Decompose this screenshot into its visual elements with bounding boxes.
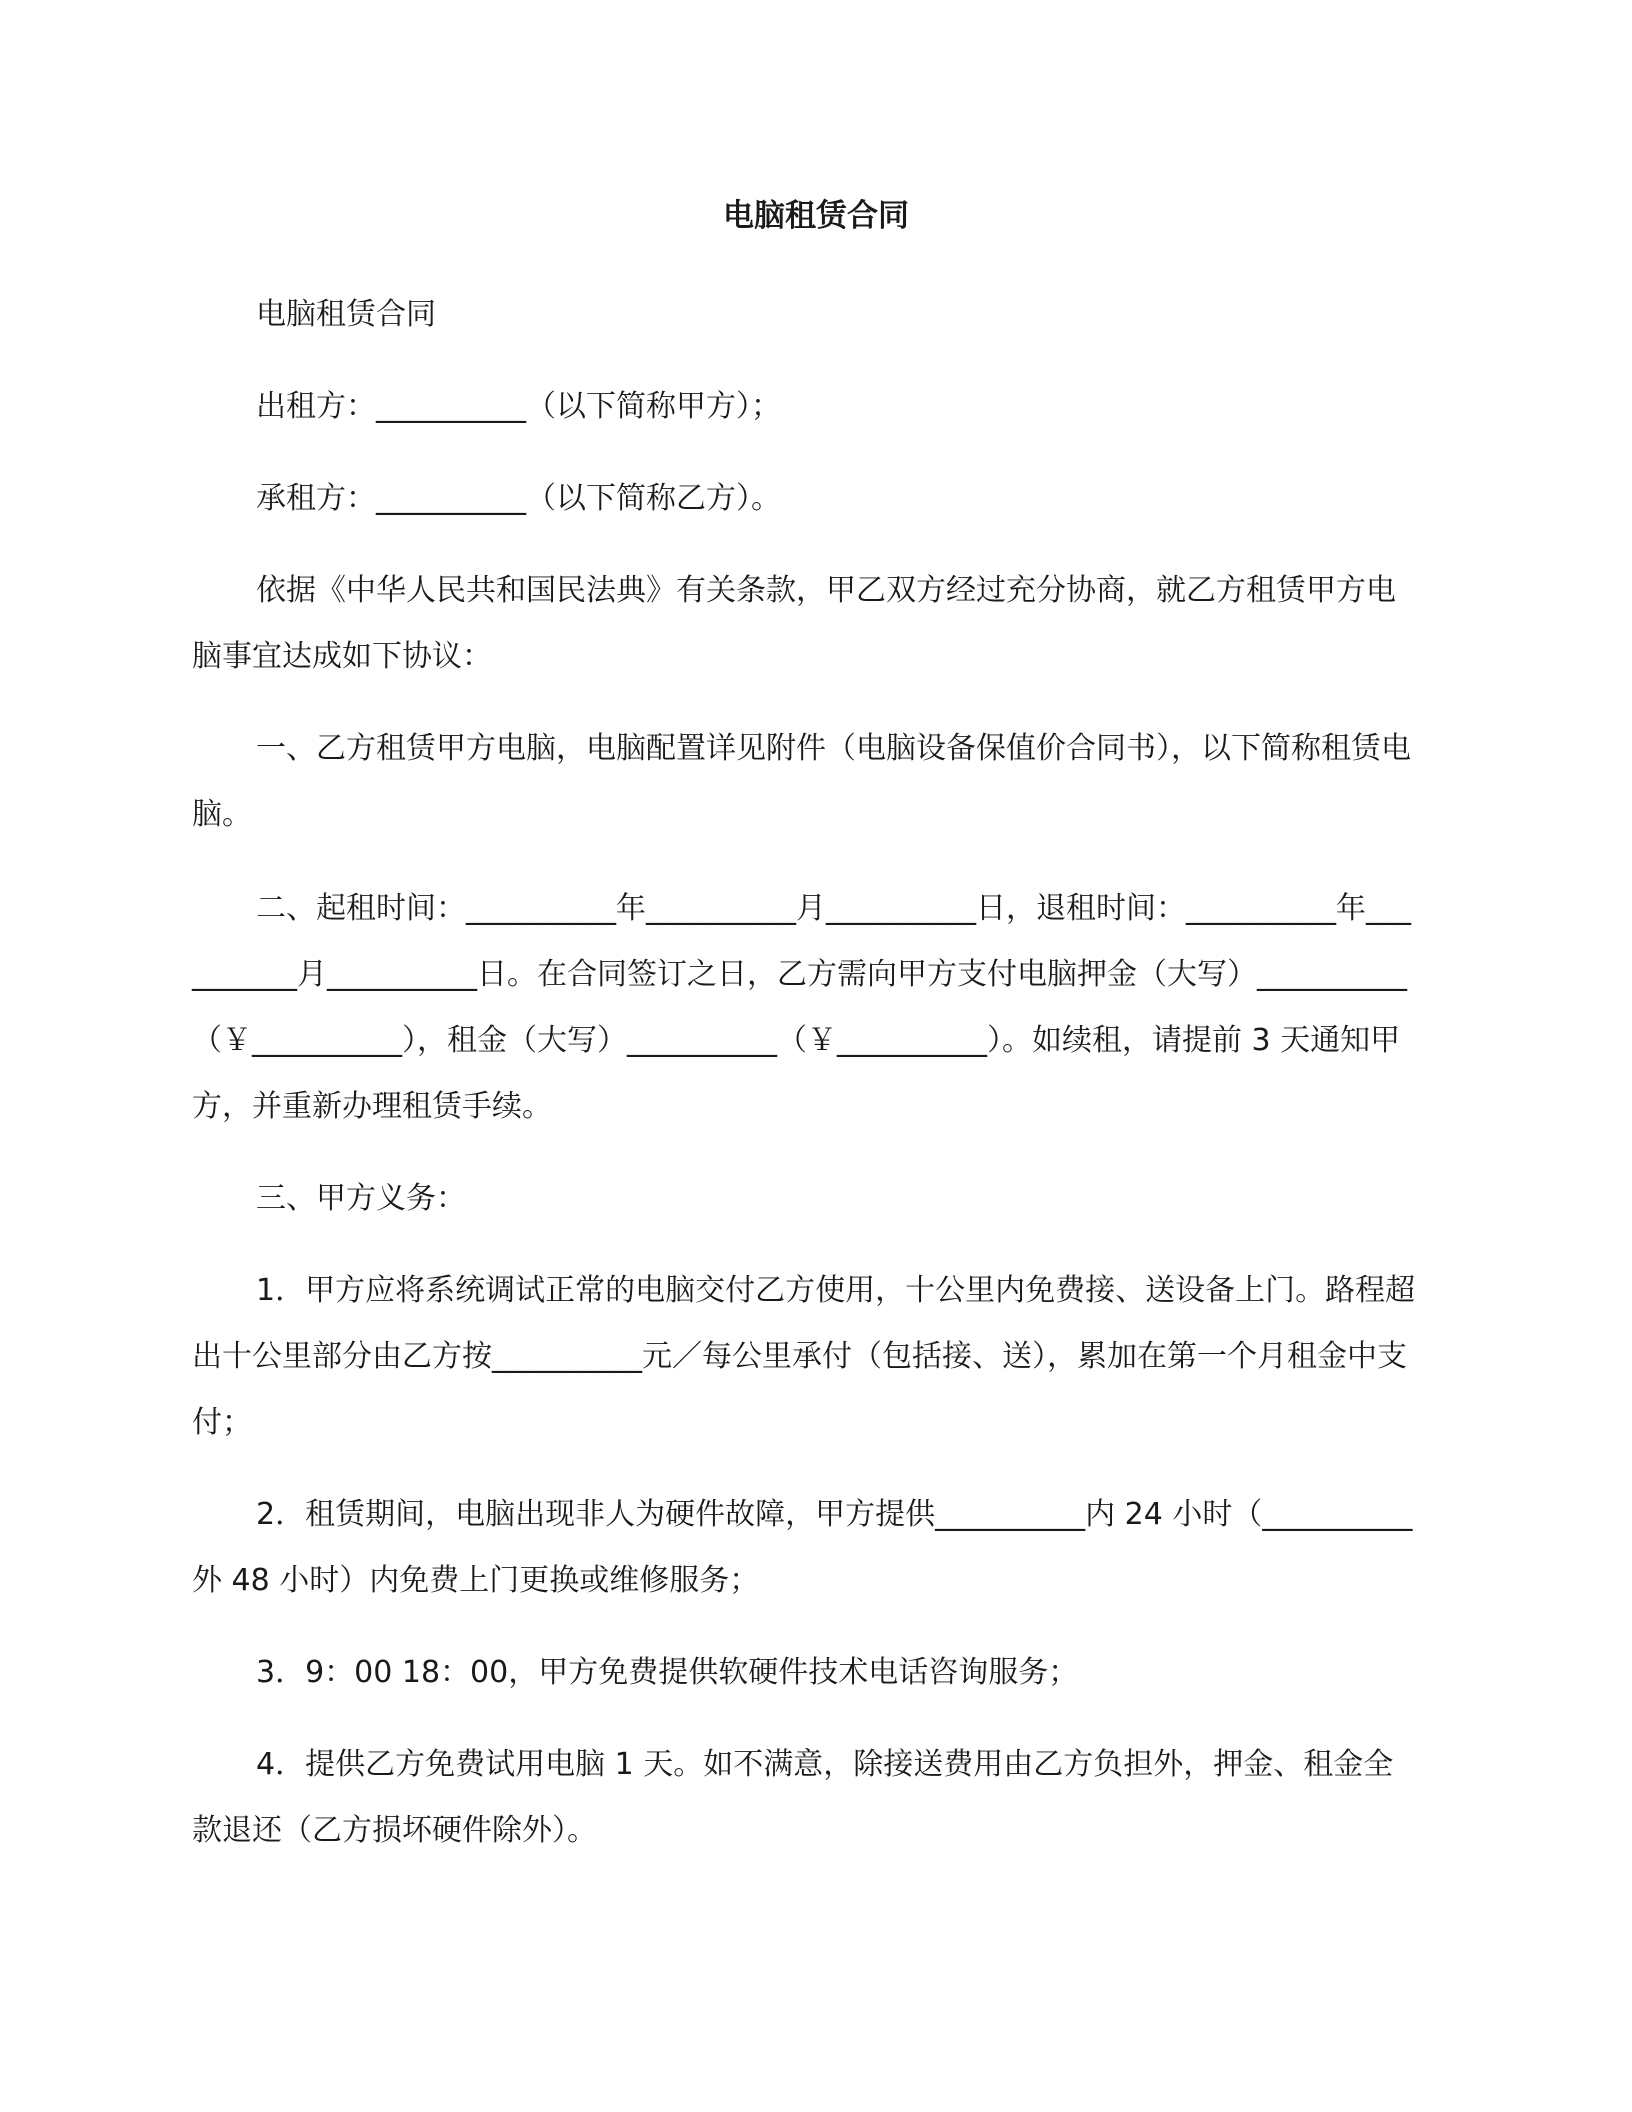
- basis-paragraph: 依据《中华人民共和国民法典》有关条款，甲乙双方经过充分协商，就乙方租赁甲方电脑事宜达成如下协议：: [192, 573, 1396, 674]
- lessee-paragraph: 承租方：__________（以下简称乙方）。: [256, 481, 781, 516]
- clause-3-item-1: 1．甲方应将系统调试正常的电脑交付乙方使用，十公里内免费接、送设备上门。路程超出十公里部分由乙方按__________元／每公里承付（包括接、送），累加在第一个月租金中支付；: [192, 1273, 1416, 1440]
- clause-2-paragraph: 二、起租时间：__________年__________月__________日，退租时间：__________年__________月__________日。在合同签订之日，乙方需向甲方支付电脑押金（大写）__________（￥__________），租金（大写）__________（￥__________）。如续租，请提前 3 天通知甲方，并重新办理租赁手续。: [192, 891, 1411, 1124]
- clause-1-paragraph: 一、乙方租赁甲方电脑，电脑配置详见附件（电脑设备保值价合同书），以下简称租赁电脑。: [192, 731, 1411, 832]
- document-title: 电脑租赁合同: [723, 198, 909, 234]
- subtitle-paragraph: 电脑租赁合同: [256, 297, 436, 332]
- clause-3-item-3: 3．9：00 18：00，甲方免费提供软硬件技术电话咨询服务；: [256, 1655, 1079, 1690]
- lessor-paragraph: 出租方：__________（以下简称甲方）；: [256, 389, 781, 424]
- clause-3-heading: 三、甲方义务：: [256, 1181, 466, 1216]
- clause-3-item-2: 2．租赁期间，电脑出现非人为硬件故障，甲方提供__________内 24 小时（__________外 48 小时）内免费上门更换或维修服务；: [192, 1497, 1413, 1598]
- clause-3-item-4: 4．提供乙方免费试用电脑 1 天。如不满意，除接送费用由乙方负担外，押金、租金全款退还（乙方损坏硬件除外）。: [192, 1747, 1394, 1848]
